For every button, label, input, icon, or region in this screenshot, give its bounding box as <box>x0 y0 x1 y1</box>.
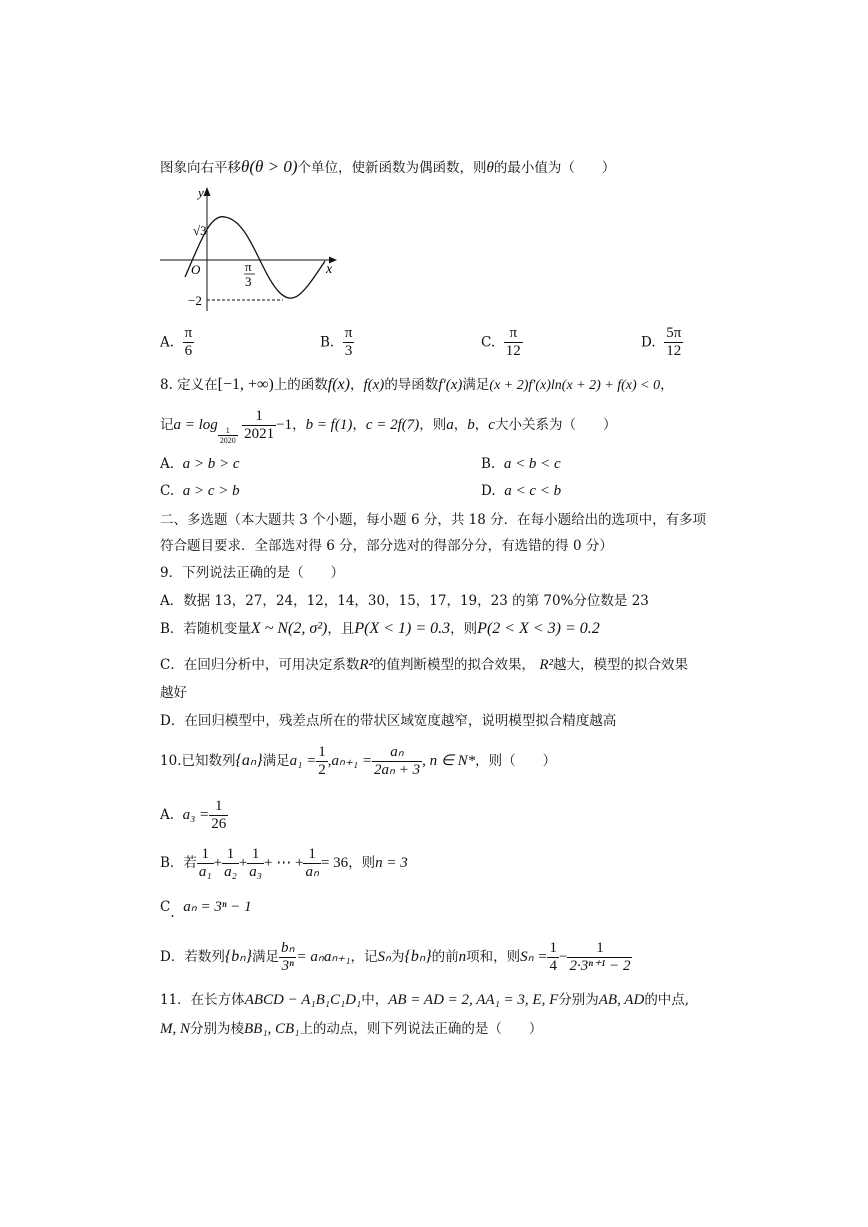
q8-option-b[interactable]: B. a < b < c <box>481 456 561 472</box>
q8-inequality: (x + 2)f′(x)ln(x + 2) + f(x) < 0 <box>489 378 661 393</box>
q8-option-d[interactable]: D. a < c < b <box>481 483 562 499</box>
q8-option-a[interactable]: A. a > b > c <box>160 456 240 472</box>
option-fraction: $\frac{\pi}{12}$ <box>505 325 521 359</box>
q7-sine-graph <box>155 183 345 313</box>
q7-option-d[interactable] <box>641 325 683 360</box>
q9-option-b[interactable]: B．若随机变量X ~ N(2, σ²)，且P(X < 1) = 0.3，则P(2 < X < 3) = 0.2 <box>160 620 600 637</box>
q7-option-a[interactable] <box>160 325 194 360</box>
q11-stem-line1: 11．在长方体ABCD − A₁B₁C₁D₁中，AB = AD = 2, AA₁ = 3, E, F分别为AB, AD的中点, <box>160 992 690 1008</box>
neg2-label: −2 <box>188 293 202 308</box>
q7-text-prefix: 图象向右平移 <box>160 160 241 176</box>
q7-theta: θ <box>486 160 494 176</box>
q9-option-c-line2: 越好 <box>160 685 187 701</box>
q10-option-c[interactable]: C. aₙ = 3ⁿ − 1 <box>160 899 252 921</box>
q9-option-c[interactable]: C．在回归分析中，可用决定系数R²的值判断模型的拟合效果， R²越大，模型的拟合效果 <box>160 657 688 673</box>
q9-stem: 9．下列说法正确的是（ ） <box>160 565 345 581</box>
y-axis-arrow <box>204 187 211 196</box>
q10-stem: 10.已知数列{aₙ}满足a₁ = $\frac{1}{2}$ ,aₙ₊₁ = $\frac{\text{aₙ}}{\text{2aₙ + 3}}$ , n ∈ N*，则（ ） <box>160 744 557 778</box>
q7-option-b[interactable] <box>320 325 354 360</box>
q7-stem <box>160 158 615 177</box>
q7-theta-condition: θ(θ > 0) <box>241 157 298 176</box>
option-letter: B. <box>320 334 335 351</box>
q7-text-suffix: 的最小值为（ ） <box>493 160 616 176</box>
q8-log-arg: $\frac{1}{2021}$ <box>244 408 275 442</box>
option-letter: D. <box>641 334 656 351</box>
q8-option-c[interactable]: C. a > c > b <box>160 483 240 499</box>
q8-stem-line1: 8. 定义在[−1, +∞)上的函数f(x)，f(x)的导函数f′(x)满足(x + 2)f′(x)ln(x + 2) + f(x) < 0， <box>160 376 674 393</box>
q8-domain: [−1, +∞) <box>217 376 274 393</box>
q9-option-d[interactable]: D．在回归模型中，残差点所在的带状区域宽度越窄，说明模型拟合精度越高 <box>160 713 617 729</box>
q9-option-a[interactable]: A．数据 13，27，24，12，14，30，15，17，19，23 的第 70%分位数是 23 <box>160 593 649 609</box>
x-axis-label: x <box>326 262 333 277</box>
q10-a1-fraction: $\frac{1}{2}$ <box>318 744 326 778</box>
q10-option-a[interactable]: A. a₃ = $\frac{1}{26}$ <box>160 798 227 832</box>
pi-over-3-num: π <box>245 259 252 274</box>
origin-label: O <box>191 262 201 277</box>
section2-heading-line1: 二、多选题（本大题共 3 个小题，每小题 6 分，共 18 分．在每小题给出的选项中，有多项 <box>160 512 707 528</box>
option-letter: A. <box>160 334 175 351</box>
q8-log-base: $\frac{1}{2020}$ <box>219 426 236 445</box>
pi-over-3-den: 3 <box>245 274 252 289</box>
section2-heading-line2: 符合题目要求．全部选对得 6 分，部分选对的得部分分，有选错的得 0 分） <box>160 538 613 554</box>
option-fraction: $\frac{\pi}{6}$ <box>184 325 193 359</box>
q7-text-mid: 个单位，使新函数为偶函数，则 <box>297 160 487 176</box>
q11-stem-line2: M, N分别为棱BB₁, CB₁上的动点，则下列说法正确的是（ ） <box>160 1021 543 1037</box>
q8-stem-line2: 记a = log $\frac{1}{2020}$ $\frac{1}{2021}$ −1，b = f(1)，c = 2f(7)，则a，b，c大小关系为（ ） <box>160 408 617 445</box>
sqrt3-label: √3 <box>193 223 207 238</box>
option-letter: C. <box>481 334 496 351</box>
q7-option-c[interactable] <box>481 325 523 360</box>
q10-option-b[interactable]: B．若 $\frac{1}{\text{a₁}}$ + $\frac{1}{\text{a₂}}$ + $\frac{1}{\text{a₃}}$ + ⋯ + $\frac{1}{\text{aₙ}}$ = 36，则n = 3 <box>160 846 408 880</box>
q10-recurrence-fraction: $\frac{\text{aₙ}}{\text{2aₙ + 3}}$ <box>373 744 421 778</box>
option-fraction: $\frac{\pi}{3}$ <box>344 325 353 359</box>
y-axis-label: y <box>198 185 204 200</box>
q10-option-d[interactable]: D．若数列{bₙ}满足 $\frac{\text{bₙ}}{\text{3ⁿ}}$ = aₙaₙ₊₁，记Sₙ为{bₙ}的前n项和，则Sₙ = $\frac{1}{4}$ − $\frac{1}{\text{2·3ⁿ⁺¹ − 2}}$ <box>160 940 631 974</box>
option-fraction: $\frac{5\pi}{12}$ <box>666 325 682 359</box>
